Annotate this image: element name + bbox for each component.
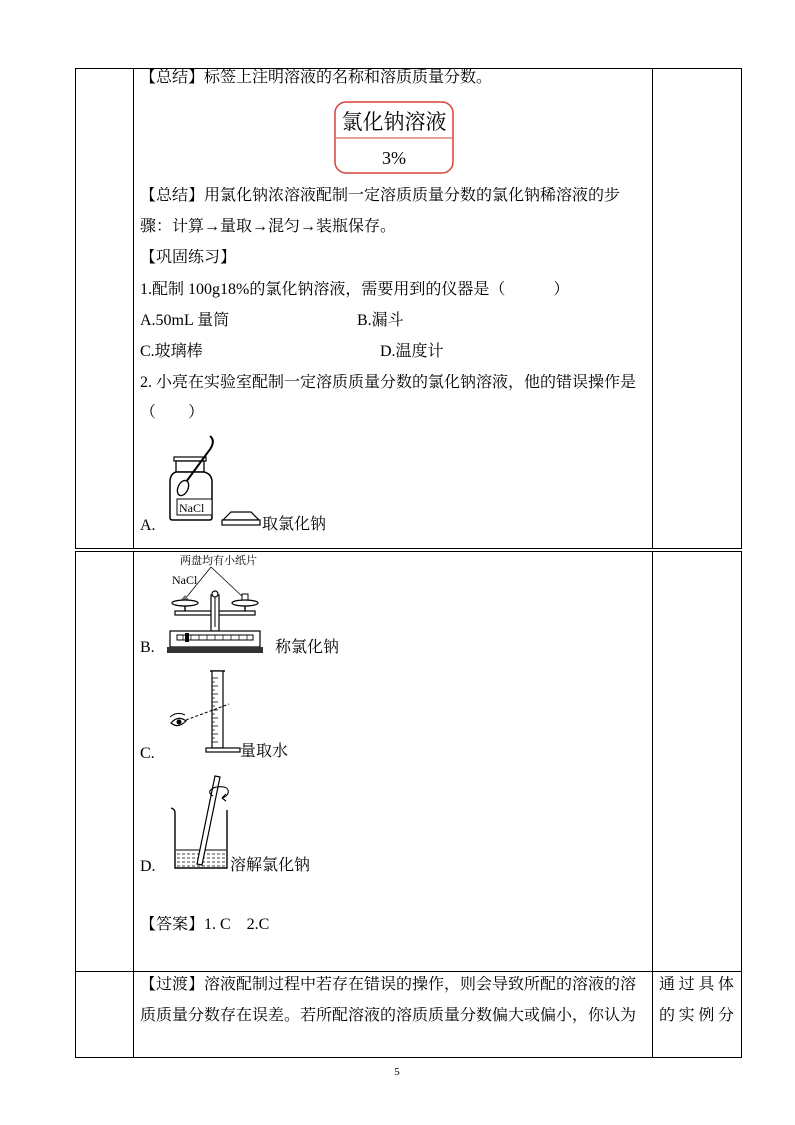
q2-option-b-caption: 称氯化钠 [275,639,340,656]
transition-line-2: 质质量分数存在误差。若所配溶液的溶质质量分数偏大或偏小，你认为 [140,1007,637,1024]
table-2-row-divider [75,971,742,972]
q1-stem: 1.配制 100g18%的氯化钠溶液，需要用到的仪器是（ ） [140,281,570,298]
table-2-divider-right [652,551,653,1058]
weighing-paper-tray [223,512,259,520]
label-card-name: 氯化钠溶液 [341,110,447,134]
q1-option-c: C.玻璃棒 [140,343,203,360]
right-pan [232,600,258,606]
summary-steps-line-1: 【总结】用氯化钠浓溶液配制一定溶质质量分数的氯化钠稀溶液的步 [140,187,621,204]
eye-pupil [177,720,182,725]
q2-stem-line-2: （ ） [140,404,205,421]
balance-knob [212,591,218,597]
graduated-cylinder-illustration [165,668,243,756]
q1-option-d: D.温度计 [380,343,444,360]
balance-note-text: 两盘均有小纸片 [180,555,257,567]
side-note-line-2: 的实例分 [659,1007,734,1024]
q2-option-c-caption: 量取水 [240,743,289,760]
balance-stand [167,647,263,653]
q2-stem-line-1: 2. 小亮在实验室配制一定溶质质量分数的氯化钠溶液，他的错误操作是 [140,374,637,391]
q2-option-c-letter: C. [140,745,155,762]
tray-base [222,520,260,525]
q2-option-a-letter: A. [140,517,156,534]
beaker-illustration [168,772,234,872]
q2-option-d-caption: 溶解氯化钠 [230,857,311,874]
q2-option-b-letter: B. [140,639,155,656]
reagent-bottle-illustration [165,432,262,530]
stirring-rod [197,776,220,865]
solution-label-card [334,101,454,175]
eyebrow [170,713,185,717]
table-1-divider-right [652,68,653,549]
bottle-label-text: NaCl [179,501,205,515]
summary-steps-line-2: 骤：计算→量取→混匀→装瓶保存。 [140,218,397,235]
balance-illustration [165,553,270,657]
cylinder-base [206,748,240,752]
side-note-line-1: 通过具体 [659,976,734,993]
answer-text: 【答案】1. C 2.C [140,916,270,933]
q1-option-b: B.漏斗 [357,312,404,329]
balance-pan-label: NaCl [172,573,198,587]
summary-label-text: 【总结】标签上注明溶液的名称和溶质质量分数。 [140,69,493,86]
transition-line-1: 【过渡】溶液配制过程中若存在错误的操作，则会导致所配的溶液的溶 [140,976,637,993]
page-number: 5 [394,1066,400,1078]
left-pan [172,600,198,606]
label-card-concentration: 3% [382,148,406,168]
cylinder-body [212,671,223,748]
q1-option-a: A.50mL 量筒 [140,312,230,329]
practice-heading: 【巩固练习】 [140,249,237,266]
table-1-divider-left [133,68,134,549]
q2-option-d-letter: D. [140,858,156,875]
table-2-divider-left [133,551,134,1058]
rider-slider [185,633,189,642]
q2-option-a-caption: 取氯化钠 [262,516,327,533]
